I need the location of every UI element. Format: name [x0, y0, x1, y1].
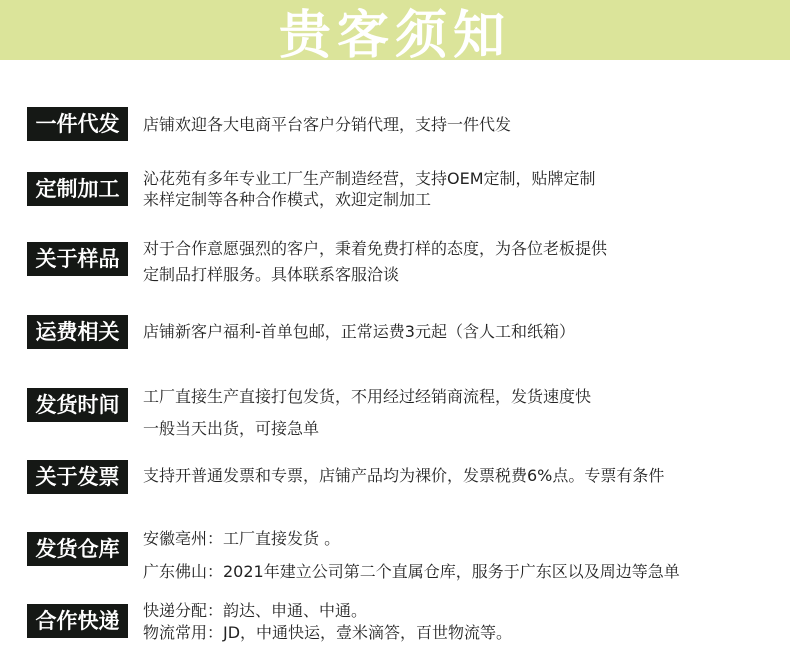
- section-text-samples-line-1: 对于合作意愿强烈的客户，秉着免费打样的态度，为各位老板提供: [143, 239, 608, 258]
- section-text-shipping-fee-line-1: 店铺新客户福利-首单包邮，正常运费3元起（含人工和纸箱）: [143, 322, 575, 341]
- section-label-shipping-fee: 运费相关: [27, 315, 128, 349]
- section-label-dropship: 一件代发: [27, 107, 128, 141]
- section-text-warehouse-line-2: 广东佛山：2021年建立公司第二个直属仓库，服务于广东区以及周边等急单: [143, 562, 680, 581]
- section-text-ship-time-line-1: 工厂直接生产直接打包发货，不用经过经销商流程，发货速度快: [143, 387, 592, 406]
- section-label-custom: 定制加工: [27, 172, 128, 206]
- section-text-samples-line-2: 定制品打样服务。具体联系客服洽谈: [143, 265, 400, 284]
- section-label-ship-time: 发货时间: [27, 388, 128, 422]
- section-label-samples: 关于样品: [27, 242, 128, 276]
- section-label-warehouse: 发货仓库: [27, 532, 128, 566]
- section-text-couriers-line-1: 快递分配：韵达、申通、中通。: [143, 601, 368, 620]
- section-text-invoice-line-1: 支持开普通发票和专票，店铺产品均为裸价，发票税费6%点。专票有条件: [143, 466, 665, 485]
- section-label-invoice: 关于发票: [27, 460, 128, 494]
- section-text-dropship-line-1: 店铺欢迎各大电商平台客户分销代理，支持一件代发: [143, 115, 512, 134]
- section-text-couriers-line-2: 物流常用：JD，中通快运，壹米滴答，百世物流等。: [143, 623, 513, 642]
- section-text-ship-time-line-2: 一般当天出货，可接急单: [143, 419, 320, 438]
- section-text-custom-line-2: 来样定制等各种合作模式，欢迎定制加工: [143, 190, 432, 209]
- page-title: 贵客须知: [278, 6, 511, 66]
- section-text-warehouse-line-1: 安徽亳州：工厂直接发货 。: [143, 529, 341, 548]
- section-text-custom-line-1: 沁花苑有多年专业工厂生产制造经营，支持OEM定制，贴牌定制: [143, 169, 596, 188]
- section-label-couriers: 合作快递: [27, 604, 128, 638]
